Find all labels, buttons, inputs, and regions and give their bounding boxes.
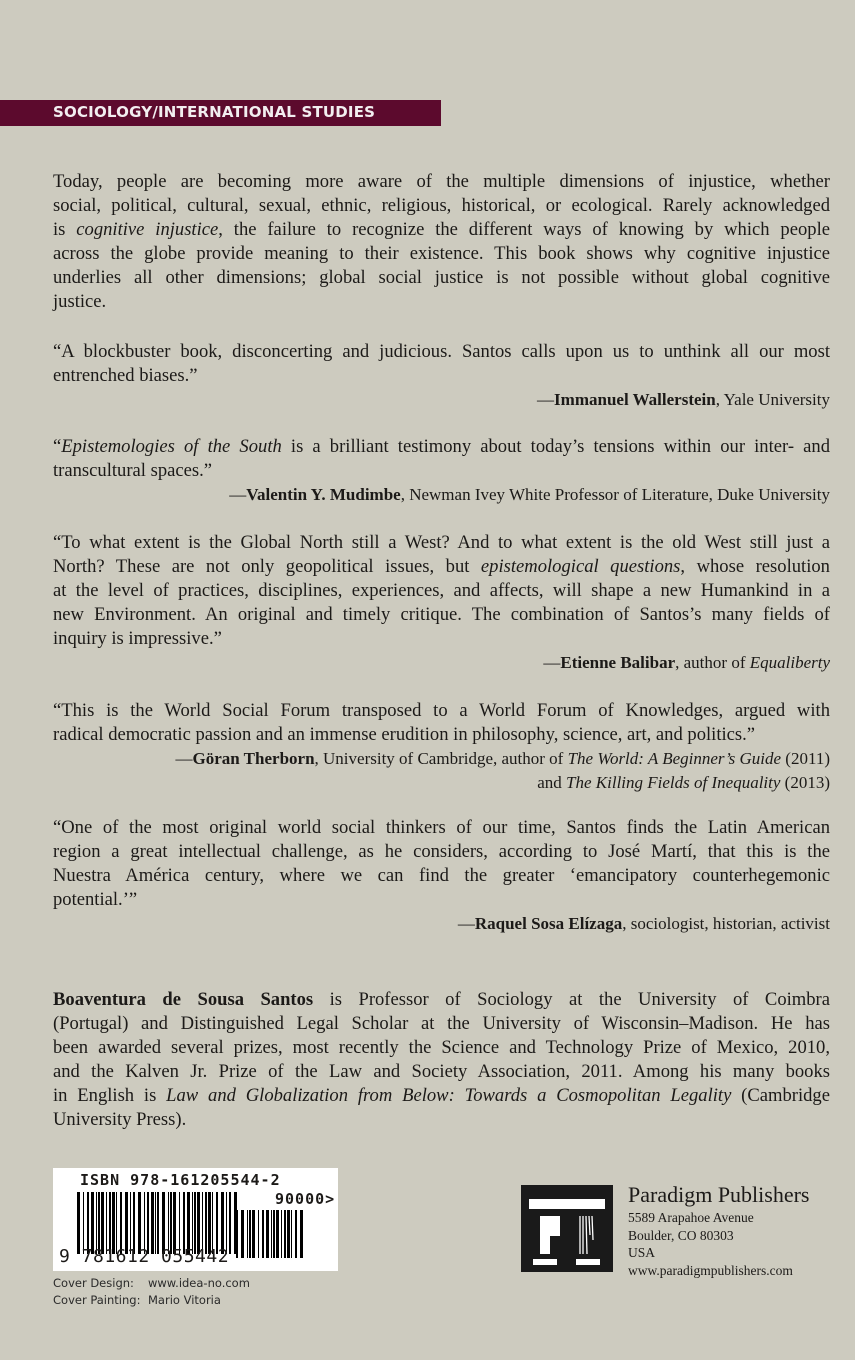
- price-barcode-bars: [236, 1210, 304, 1258]
- text-line: [53, 435, 830, 459]
- text-segment: Valentin Y. Mudimbe: [246, 485, 401, 504]
- text-segment: , the failure to recognize the different ways of knowing by which people: [218, 219, 830, 240]
- credit-row: Cover Design: www.idea-no.com: [53, 1276, 250, 1290]
- review-quote: [53, 699, 830, 795]
- text-segment: , Yale University: [715, 390, 830, 409]
- text-line: [53, 603, 830, 627]
- text-line: [53, 1060, 830, 1084]
- text-segment: inquiry is impressive.”: [53, 628, 222, 649]
- barcode-bar: [96, 1192, 97, 1254]
- quote-attribution: [53, 747, 830, 771]
- isbn-barcode: [53, 1168, 338, 1271]
- barcode-bar: [216, 1192, 218, 1254]
- barcode-bar: [91, 1192, 94, 1254]
- text-segment: , whose resolution: [680, 556, 830, 577]
- barcode-bar: [157, 1192, 159, 1254]
- review-quote: [53, 816, 830, 936]
- barcode-bar: [155, 1192, 156, 1254]
- barcode-bar: [125, 1192, 128, 1254]
- barcode-bar: [202, 1192, 203, 1254]
- address-country: USA: [628, 1245, 656, 1260]
- barcode-bar: [273, 1210, 275, 1258]
- barcode-bar: [291, 1210, 292, 1258]
- text-segment: is a brilliant testimony about today’s tensions within our inter- and: [281, 436, 830, 457]
- text-segment: potential.’”: [53, 889, 138, 910]
- text-segment: Law and Globalization from Below: Towards a Cosmopolitan Legality: [166, 1085, 732, 1106]
- address-city: Boulder, CO 80303: [628, 1227, 734, 1243]
- text-segment: and: [537, 773, 567, 792]
- barcode-bar: [258, 1210, 259, 1258]
- barcode-bar: [168, 1192, 169, 1254]
- text-segment: social, political, cultural, sexual, ethnic, religious, historical, or ecological. Rarely acknowledged: [53, 195, 830, 216]
- isbn-text: ISBN 978-161205544-2: [80, 1171, 281, 1189]
- quote-attribution: [53, 651, 830, 675]
- text-line: [53, 988, 830, 1012]
- text-line: [53, 864, 830, 888]
- quote-attribution: [53, 483, 830, 507]
- text-line: [53, 340, 830, 364]
- ean-number: 9 781612 055442: [59, 1246, 230, 1267]
- text-segment: is: [53, 219, 77, 240]
- barcode-bar: [241, 1210, 244, 1258]
- publisher-logo: [521, 1185, 613, 1272]
- text-segment: —: [457, 914, 475, 933]
- category-banner: [0, 100, 441, 126]
- text-segment: Immanuel Wallerstein: [554, 390, 716, 409]
- text-line: [53, 459, 830, 483]
- barcode-bar: [249, 1210, 251, 1258]
- barcode-bar: [106, 1192, 107, 1254]
- text-line: [53, 723, 830, 747]
- text-segment: The Killing Fields of Inequality: [566, 773, 781, 792]
- quote-attribution: [53, 771, 830, 795]
- text-line: [53, 888, 830, 912]
- barcode-bar: [83, 1192, 84, 1254]
- text-segment: Göran Therborn: [192, 749, 315, 768]
- cover-credits: [53, 1275, 250, 1309]
- text-line: [53, 1084, 830, 1108]
- text-line: [53, 170, 830, 194]
- barcode-bar: [287, 1210, 290, 1258]
- text-segment: “A blockbuster book, disconcerting and judicious. Santos calls upon us to unthink all our most: [53, 341, 830, 362]
- author-bio: [53, 988, 830, 1132]
- text-line: [53, 1108, 830, 1132]
- barcode-bar: [87, 1192, 89, 1254]
- text-line: [53, 699, 830, 723]
- text-line: [53, 840, 830, 864]
- text-line: [53, 531, 830, 555]
- text-segment: (2011): [781, 749, 830, 768]
- category-label: SOCIOLOGY/INTERNATIONAL STUDIES: [53, 103, 376, 121]
- text-segment: Boaventura de Sousa Santos: [53, 989, 314, 1010]
- text-segment: justice.: [53, 291, 107, 312]
- barcode-bar: [284, 1210, 286, 1258]
- text-line: [53, 218, 830, 242]
- text-segment: The World: A Beginner’s Guide: [567, 749, 782, 768]
- text-segment: —: [175, 749, 193, 768]
- barcode-bar: [271, 1210, 272, 1258]
- address-street: 5589 Arapahoe Avenue: [628, 1210, 754, 1225]
- text-segment: epistemological questions: [480, 556, 681, 577]
- barcode-bar: [229, 1192, 231, 1254]
- text-segment: been awarded several prizes, most recently the Science and Technology Prize of Mexico, 2010,: [53, 1037, 830, 1058]
- text-segment: and the Kalven Jr. Prize of the Law and Society Association, 2011. Among his many books: [53, 1061, 830, 1082]
- barcode-bar: [192, 1192, 193, 1254]
- text-segment: University Press).: [53, 1109, 187, 1130]
- text-segment: Epistemologies of the South: [61, 436, 282, 457]
- text-line: [53, 290, 830, 314]
- barcode-bar: [281, 1210, 282, 1258]
- text-segment: , University of Cambridge, author of: [314, 749, 568, 768]
- text-segment: Raquel Sosa Elízaga: [474, 914, 623, 933]
- barcode-bar: [101, 1192, 104, 1254]
- quote-attribution: [53, 912, 830, 936]
- barcode-bar: [295, 1210, 297, 1258]
- review-quote: [53, 435, 830, 507]
- book-description: [53, 170, 830, 314]
- text-segment: region a great intellectual challenge, as he considers, according to José Martí, that this is the: [53, 841, 830, 862]
- publisher-info: [628, 1181, 810, 1279]
- text-segment: radical democratic passion and an immense erudition in philosophy, science, art, and politics.”: [53, 724, 756, 745]
- barcode-bar: [77, 1192, 80, 1254]
- credit-row: Cover Painting: Mario Vitoria: [53, 1293, 221, 1307]
- barcode-bar: [262, 1210, 264, 1258]
- barcode-bar: [208, 1192, 211, 1254]
- text-segment: cognitive injustice: [76, 219, 219, 240]
- text-segment: “One of the most original world social thinkers of our time, Santos finds the Latin American: [53, 817, 830, 838]
- text-segment: transcultural spaces.”: [53, 460, 213, 481]
- text-line: [53, 816, 830, 840]
- barcode-bar: [162, 1192, 165, 1254]
- barcode-bar: [236, 1210, 238, 1258]
- publisher-website[interactable]: www.paradigmpublishers.com: [628, 1262, 793, 1278]
- text-segment: , sociologist, historian, activist: [622, 914, 830, 933]
- barcode-bar: [247, 1210, 248, 1258]
- barcode-bar: [147, 1192, 149, 1254]
- text-line: [53, 1036, 830, 1060]
- barcode-bar: [170, 1192, 172, 1254]
- text-segment: , Newman Ivey White Professor of Literature, Duke University: [400, 485, 830, 504]
- text-line: [53, 579, 830, 603]
- text-segment: at the level of practices, disciplines, experiences, and affects, will shape a new Humankind in a: [53, 580, 830, 601]
- barcode-bar: [183, 1192, 185, 1254]
- barcode-bar: [130, 1192, 131, 1254]
- barcode-bar: [144, 1192, 145, 1254]
- barcode-bar: [173, 1192, 176, 1254]
- barcode-bar: [197, 1192, 200, 1254]
- price-code: 90000>: [275, 1190, 336, 1208]
- text-line: [53, 627, 830, 651]
- barcode-bar: [179, 1192, 180, 1254]
- text-segment: Equaliberty: [749, 653, 830, 672]
- publisher-name: Paradigm Publishers: [628, 1182, 810, 1207]
- text-line: [53, 555, 830, 579]
- barcode-bar: [252, 1210, 255, 1258]
- barcode-bar: [226, 1192, 227, 1254]
- text-segment: in English is: [53, 1085, 167, 1106]
- text-segment: Nuestra América century, where we can find the greater ‘emancipatory counterhegemonic: [53, 865, 830, 886]
- text-segment: underlies all other dimensions; global social justice is not possible without global cognitive: [53, 267, 830, 288]
- text-line: [53, 364, 830, 388]
- text-segment: (Cambridge: [731, 1085, 830, 1106]
- text-segment: —: [537, 390, 555, 409]
- text-line: [53, 194, 830, 218]
- text-segment: “: [53, 436, 62, 457]
- text-segment: —: [543, 653, 561, 672]
- barcode-bar: [151, 1192, 154, 1254]
- barcode-bar: [212, 1192, 213, 1254]
- quote-attribution: [53, 388, 830, 412]
- barcode-bar: [116, 1192, 117, 1254]
- text-line: [53, 242, 830, 266]
- text-segment: North? These are not only geopolitical issues, but: [53, 556, 481, 577]
- review-quote: [53, 340, 830, 412]
- text-segment: entrenched biases.”: [53, 365, 198, 386]
- barcode-bar: [205, 1192, 207, 1254]
- text-segment: new Environment. An original and timely critique. The combination of Santos’s many fields of: [53, 604, 830, 625]
- barcode-bar: [109, 1192, 111, 1254]
- text-segment: —: [229, 485, 247, 504]
- text-segment: (2013): [780, 773, 830, 792]
- review-quote: [53, 531, 830, 675]
- barcode-bar: [221, 1192, 224, 1254]
- text-segment: “This is the World Social Forum transposed to a World Forum of Knowledges, argued with: [53, 700, 830, 721]
- text-segment: , author of: [675, 653, 750, 672]
- text-segment: is Professor of Sociology at the University of Coimbra: [313, 989, 830, 1010]
- barcode-bar: [112, 1192, 115, 1254]
- text-segment: “To what extent is the Global North still a West? And to what extent is the old West still just a: [53, 532, 830, 553]
- barcode-bar: [138, 1192, 141, 1254]
- barcode-bar: [300, 1210, 303, 1258]
- text-segment: across the globe provide meaning to their existence. This book shows why cognitive injustice: [53, 243, 830, 264]
- text-segment: Today, people are becoming more aware of the multiple dimensions of injustice, whether: [53, 171, 830, 192]
- text-segment: (Portugal) and Distinguished Legal Scholar at the University of Wisconsin–Madison. He has: [53, 1013, 830, 1034]
- text-line: [53, 266, 830, 290]
- barcode-bars: [77, 1192, 237, 1254]
- barcode-bar: [120, 1192, 122, 1254]
- barcode-bar: [98, 1192, 100, 1254]
- barcode-bar: [187, 1192, 190, 1254]
- barcode-bar: [133, 1192, 135, 1254]
- barcode-bar: [194, 1192, 196, 1254]
- text-line: [53, 1012, 830, 1036]
- barcode-bar: [276, 1210, 279, 1258]
- barcode-bar: [266, 1210, 269, 1258]
- text-segment: Etienne Balibar: [560, 653, 676, 672]
